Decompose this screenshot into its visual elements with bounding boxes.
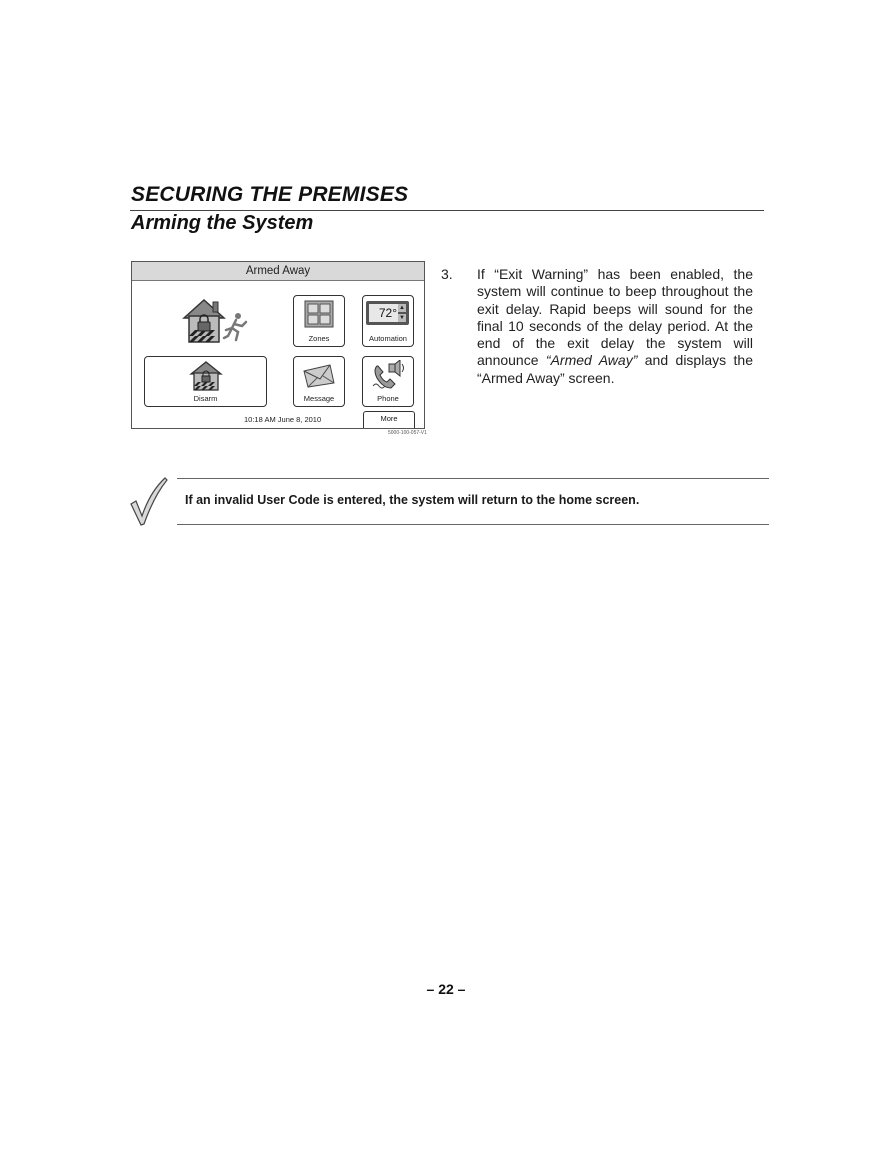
phone-icon: [371, 360, 405, 392]
date-time: 10:18 AM June 8, 2010: [244, 415, 322, 424]
title-divider: [130, 210, 764, 211]
disarm-button[interactable]: [144, 356, 267, 407]
step-text-part2: and displays the “Armed Away” screen.: [477, 352, 753, 386]
zones-icon: [304, 300, 334, 330]
step-text: [477, 266, 753, 387]
message-label: Message: [303, 394, 335, 403]
automation-button[interactable]: [362, 295, 414, 347]
note-text: If an invalid User Code is entered, the system will return to the home screen.: [185, 493, 640, 507]
checkmark-icon: [128, 474, 168, 533]
note-top-rule: [177, 478, 769, 479]
envelope-icon: [302, 363, 336, 391]
step-text-part1: If “Exit Warning” has been enabled, the system will continue to beep throughout the exit delay. Rapid beeps will sound for the final 10 seconds of the delay period. At the end of the exit delay the system will announce: [477, 266, 753, 369]
armed-away-screen-figure: [131, 261, 425, 429]
zones-label: Zones: [308, 334, 330, 343]
note-bottom-rule: [177, 524, 769, 525]
step-number: 3.: [441, 266, 453, 282]
page-number: – 22 –: [426, 981, 466, 997]
message-button[interactable]: [293, 356, 345, 407]
section-title: SECURING THE PREMISES: [131, 183, 409, 206]
disarm-label: Disarm: [193, 394, 218, 403]
armed-house-icon: [180, 296, 256, 346]
disarm-house-icon: [189, 360, 223, 393]
phone-label: Phone: [377, 394, 399, 403]
automation-label: Automation: [369, 334, 407, 343]
subsection-title: Arming the System: [131, 212, 314, 234]
more-button[interactable]: More: [363, 411, 415, 428]
temp-down-icon: ▼: [399, 315, 405, 321]
figure-code: 5000-100-057-V1: [388, 430, 427, 436]
temperature-readout: 72°: [369, 304, 398, 322]
zones-button[interactable]: [293, 295, 345, 347]
step-text-italic: “Armed Away”: [545, 352, 638, 369]
thermostat-icon: [366, 301, 409, 325]
screen-header: Armed Away: [132, 262, 424, 281]
phone-button[interactable]: [362, 356, 414, 407]
temp-up-icon: ▲: [399, 305, 405, 311]
